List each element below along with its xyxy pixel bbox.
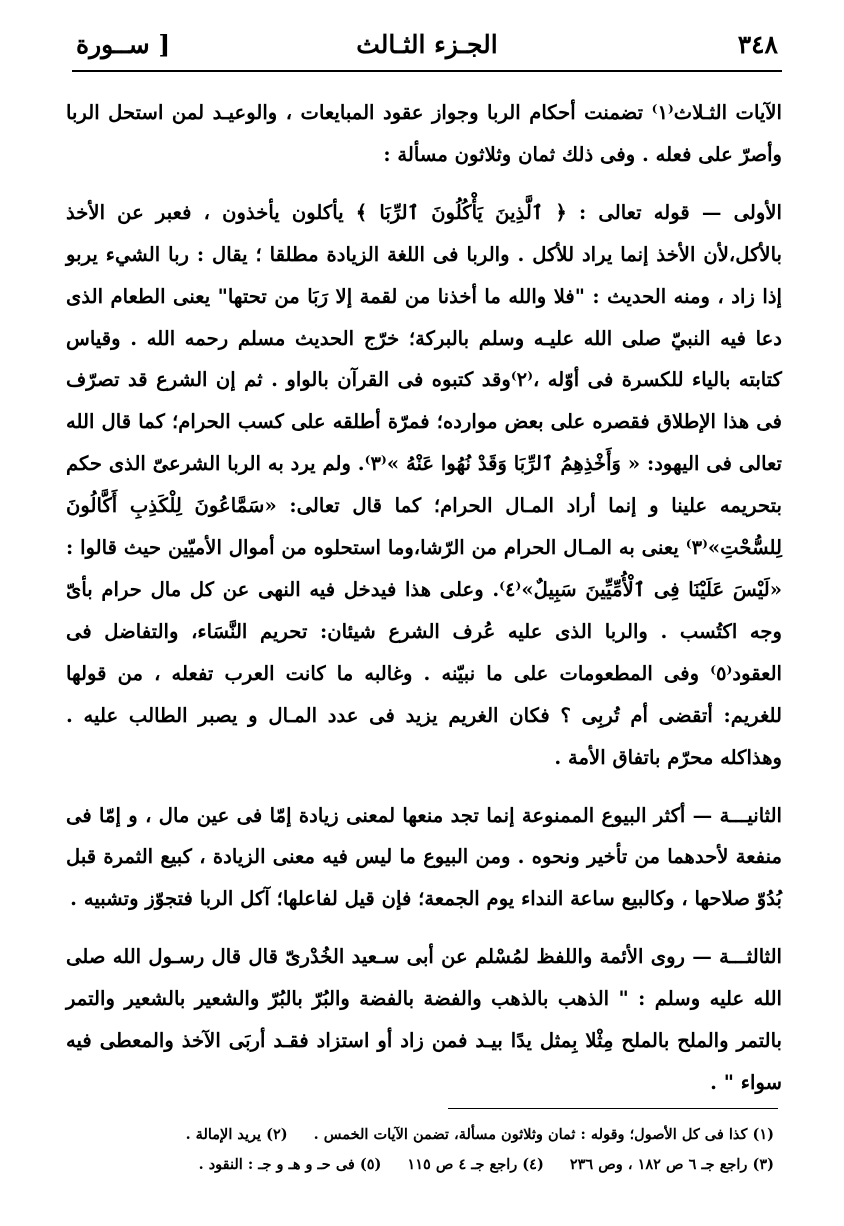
running-title: الجـزء الثـالث [356, 30, 498, 59]
footnote-4: (٤) راجع جـ ٤ ص ١١٥ [407, 1156, 544, 1173]
paragraph-first-issue: الأولى — قوله تعالى : ﴿ ٱلَّذِينَ يَأْكُلُونَ ٱلرِّبَا ﴾ يأكلون يأخذون ، فعبر عن الأخذ بالأكل،لأن الأخذ إنما يراد للأكل . والربا فى اللغة الزيادة مطلقا ؛ يقال : ربا الشيء يربو إذا زاد ، ومنه الحديث : "فلا والله ما أخذنا من لقمة إلا رَبَا من تحتها" يعنى الطعام الذى دعا فيه النبيّ صلى الله عليـه وسلم بالبركة؛ خرّج الحديث مسلم رحمه الله . وقياس كتابته بالياء للكسرة فى أوّله ،⁽٢⁾وقد كتبوه فى القرآن بالواو . ثم إن الشرع قد تصرّف فى هذا الإطلاق فقصره على بعض موارده؛ فمرّة أطلقه على كسب الحرام؛ كما قال الله تعالى فى اليهود: « وَأَخْذِهِمُ ٱلرِّبَا وَقَدْ نُهُوا عَنْهُ »⁽٣⁾. ولم يرد به الربا الشرعىّ الذى حكم بتحريمه علينا و إنما أراد المـال الحرام؛ كما قال تعالى: «سَمَّاعُونَ لِلْكَذِبِ أَكَّالُونَ لِلسُّحْتِ»⁽٣⁾ يعنى به المـال الحرام من الرّشا،وما استحلوه من أموال الأميّين حيث قالوا : «لَيْسَ عَلَيْنَا فِى ٱلْأُمِّيِّينَ سَبِيلٌ»⁽٤⁾. وعلى هذا فيدخل فيه النهى عن كل مال حرام بأىّ وجه اكتُسب . والربا الذى عليه عُرف الشرع شيئان: تحريم النَّسَاء، والتفاضل فى العقود⁽٥⁾ وفى المطعومات على ما نبيّنه . وغالبه ما كانت العرب تفعله ، من قولها للغريم: أتقضى أم تُربِى ؟ فكان الغريم يزيد فى عدد المـال و يصبر الطالب عليه . وهذاكله محرّم باتفاق الأمة . [66, 200, 783, 769]
page-number: ٣٤٨ [737, 30, 778, 59]
footnote-line [90, 1120, 774, 1150]
main-text [66, 92, 782, 1104]
footnote-5: (٥) فى حـ و هـ و جـ : النقود . [198, 1156, 382, 1173]
footnote-1: (١) كذا فى كل الأصول؛ وقوله : ثمان وثلاثون مسألة، تضمن الآيات الخمس . [313, 1126, 774, 1143]
header-rule [72, 70, 782, 72]
paragraph-third-issue: الثالثـــة — روى الأئمة واللفظ لمُسْلم عن أبى سـعيد الخُدْرىّ قال قال رسـول الله صلى الله عليه وسلم : " الذهب بالذهب والفضة بالفضة والبُرّ بالبُرّ والشعير بالشعير والتمر بالتمر والملح بالملح مِثْلا بِمثل يدًا بيـد فمن زاد أو استزاد فقـد أربَى الآخذ والمعطى فيه سواء " . [66, 945, 782, 1094]
footnotes [90, 1120, 774, 1180]
footnote-2: (٢) يريد الإمالة . [185, 1126, 288, 1143]
surah-label: [ ســورة [76, 30, 171, 59]
footnote-line [90, 1150, 774, 1180]
footnote-3: (٣) راجع جـ ٦ ص ١٨٢ ، وص ٢٣٦ [569, 1156, 774, 1173]
page-header [70, 26, 784, 68]
footnote-rule [448, 1108, 778, 1109]
paragraph-intro: الآيات الثـلاث⁽١⁾ تضمنت أحكام الربا وجواز عقود المبايعات ، والوعيـد لمن استحل الربا وأصرّ على فعله . وفى ذلك ثمان وثلاثون مسألة : [66, 101, 782, 166]
paragraph-second-issue: الثانيـــة — أكثر البيوع الممنوعة إنما تجد منعها لمعنى زيادة إمّا فى عين مال ، و إمّا فى منفعة لأحدهما من تأخير ونحوه . ومن البيوع ما ليس فيه معنى الزيادة ، كبيع الثمرة قبل بُدُوّ صلاحها ، وكالبيع ساعة النداء يوم الجمعة؛ فإن قيل لفاعلها؛ آكل الربا فتجوّز وتشبيه . [66, 803, 782, 911]
